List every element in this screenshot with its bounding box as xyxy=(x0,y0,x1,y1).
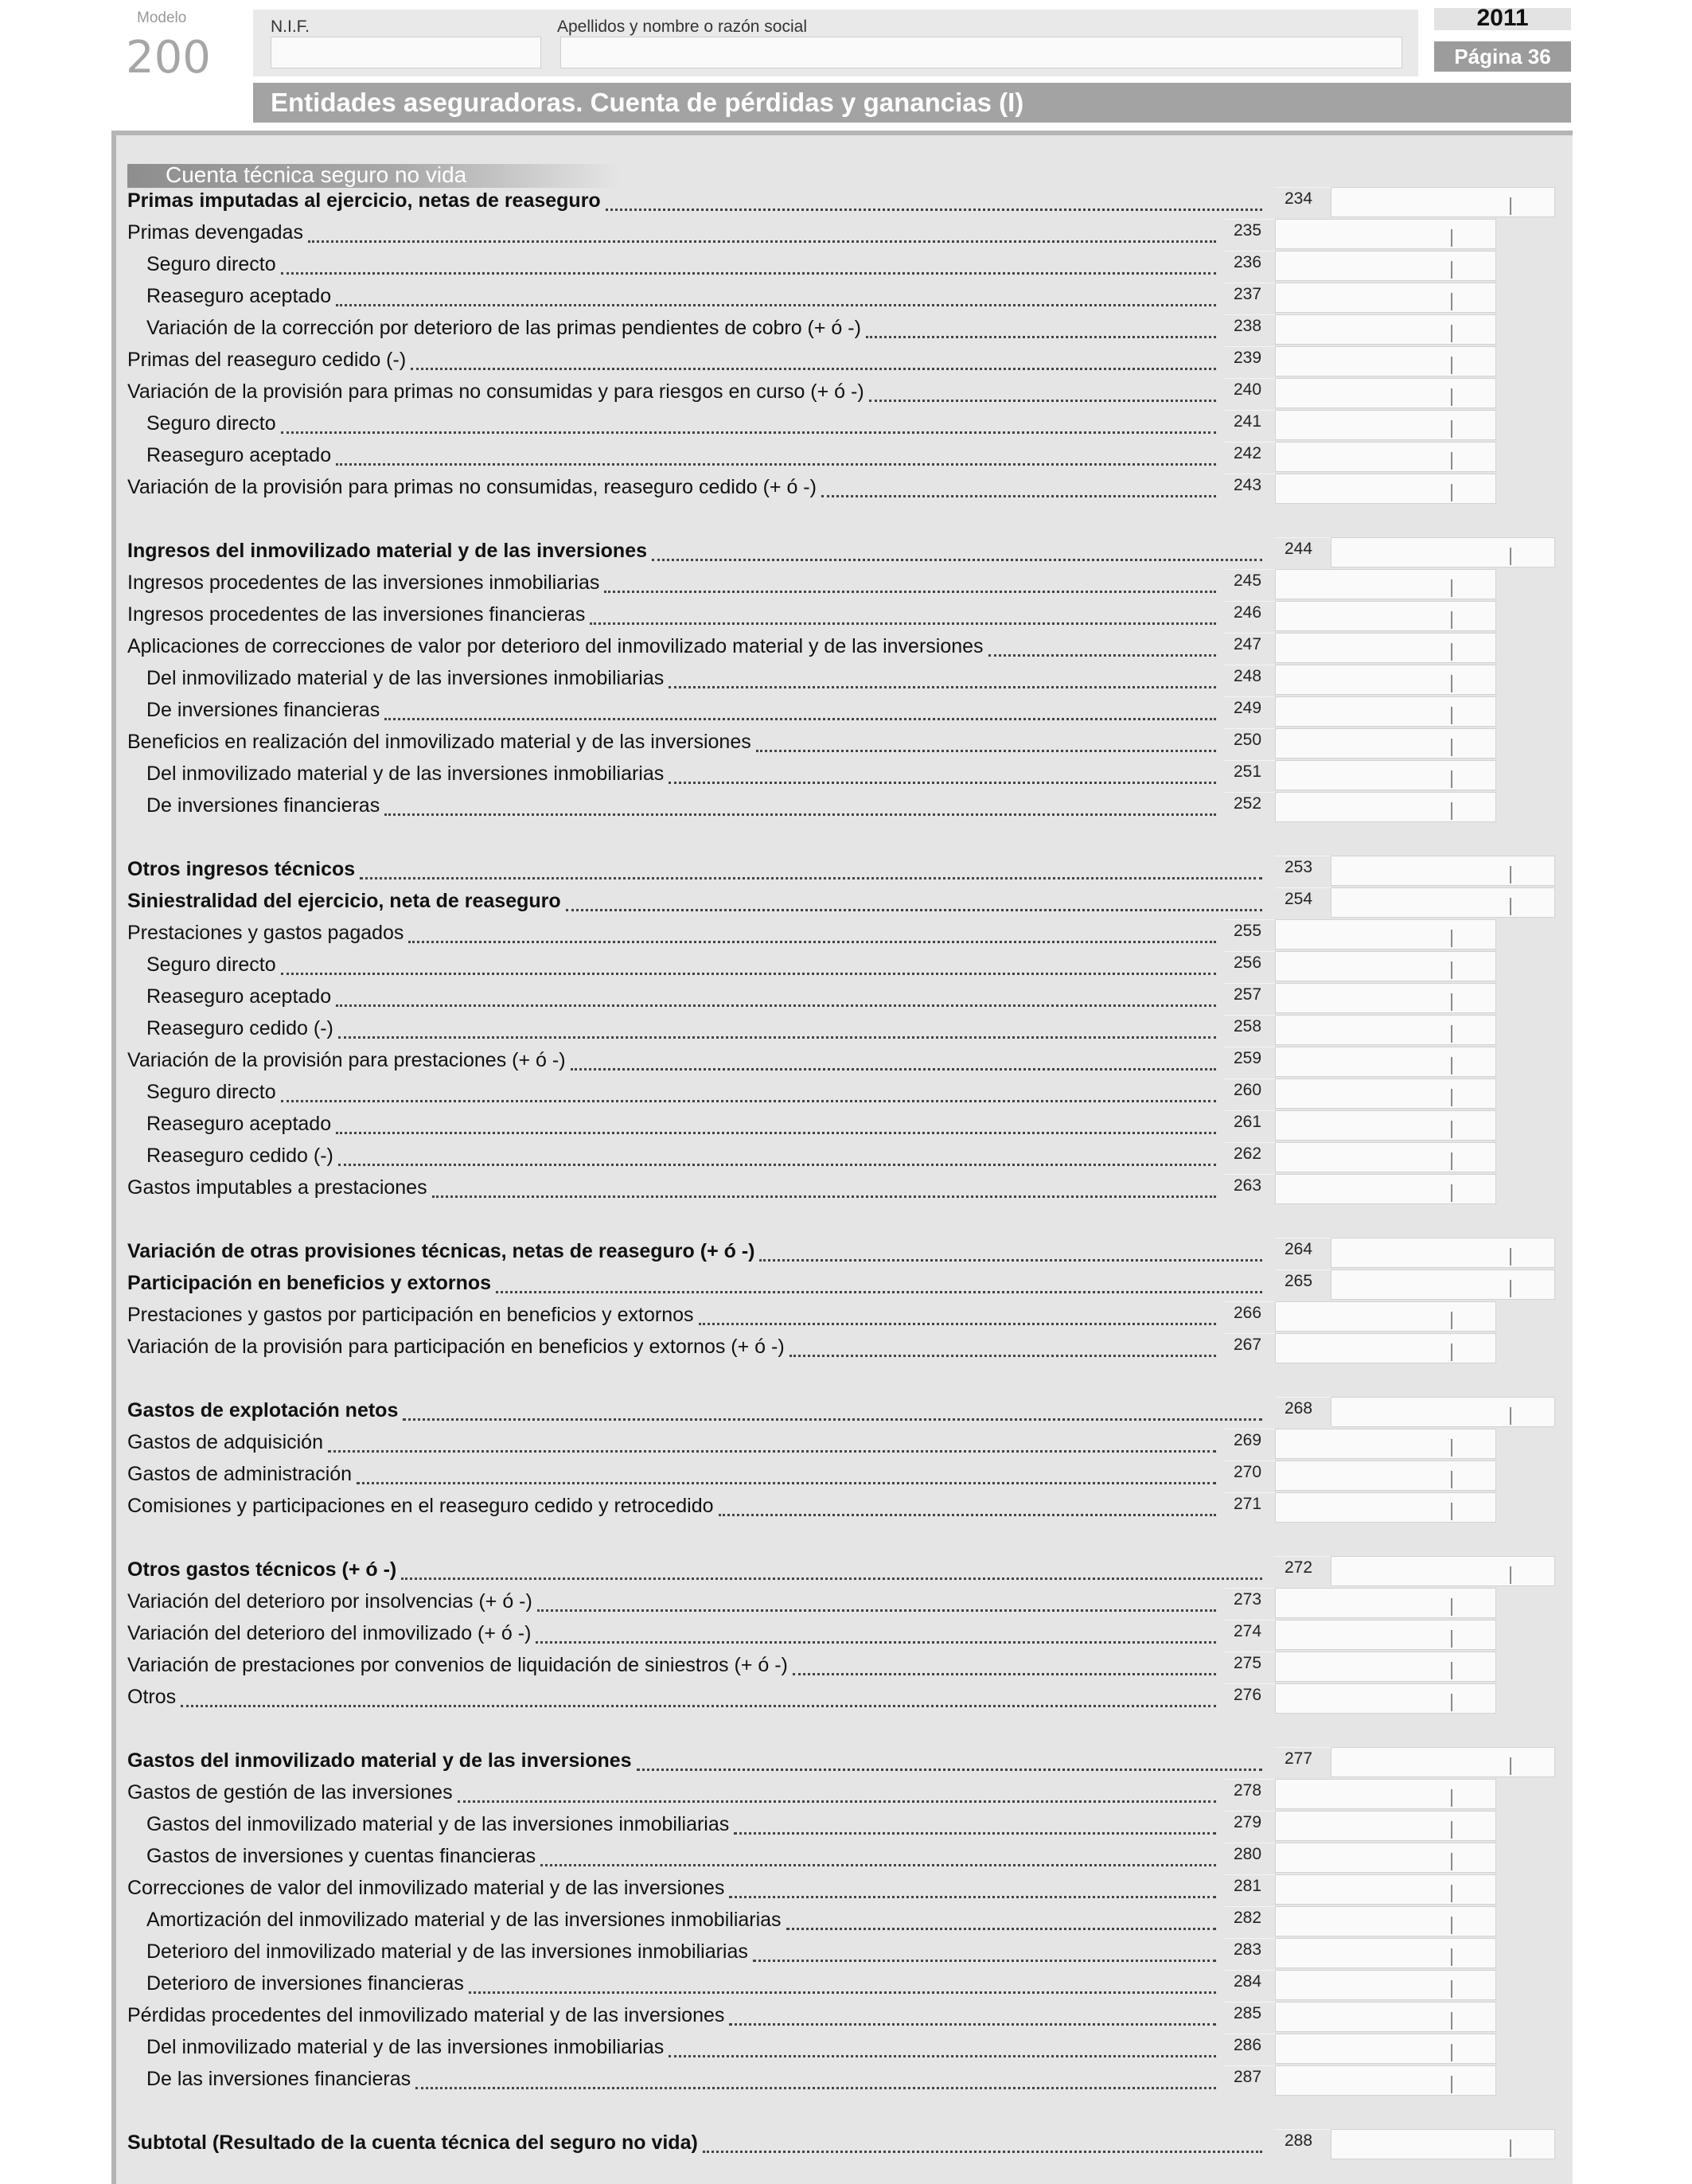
dot-leader xyxy=(281,971,1216,975)
box-code: 276 xyxy=(1224,1683,1275,1714)
row-label: Deterioro de inversiones financieras xyxy=(146,1972,464,1995)
year: 2011 xyxy=(1476,5,1529,31)
dot-leader xyxy=(336,302,1216,306)
amount-input-256[interactable] xyxy=(1275,951,1496,981)
decimal-separator xyxy=(1451,961,1452,979)
box-code: 272 xyxy=(1275,1556,1331,1586)
nif-label: N.I.F. xyxy=(271,18,310,36)
decimal-separator xyxy=(1451,1471,1452,1488)
box-code: 277 xyxy=(1275,1747,1331,1777)
box-code: 283 xyxy=(1224,1938,1275,1968)
row-label: Primas del reaseguro cedido (-) xyxy=(127,349,407,371)
decimal-separator xyxy=(1510,548,1511,565)
decimal-separator xyxy=(1451,1948,1452,1966)
decimal-separator xyxy=(1510,1566,1511,1584)
row-label: Deterioro del inmovilizado material y de las inversiones inmobiliarias xyxy=(146,1940,748,1963)
box-code: 235 xyxy=(1224,219,1275,249)
dot-leader xyxy=(281,271,1216,275)
box-code: 251 xyxy=(1224,760,1275,790)
decimal-separator xyxy=(1451,930,1452,947)
decimal-separator xyxy=(1451,484,1452,501)
row-label: Variación del deterioro del inmovilizado (+ ó -) xyxy=(127,1622,532,1644)
box-code: 234 xyxy=(1275,187,1331,217)
amount-input-262[interactable] xyxy=(1275,1142,1496,1172)
amount-input-277[interactable] xyxy=(1331,1747,1555,1777)
amount-input-288[interactable] xyxy=(1331,2129,1555,2159)
dot-leader xyxy=(590,621,1216,625)
amount-input-263[interactable] xyxy=(1275,1174,1496,1204)
amount-input-250[interactable] xyxy=(1275,728,1496,759)
decimal-separator xyxy=(1510,197,1511,215)
dot-leader xyxy=(606,207,1262,211)
box-code: 258 xyxy=(1224,1015,1275,1045)
box-code: 286 xyxy=(1224,2034,1275,2064)
box-code: 254 xyxy=(1275,887,1331,918)
decimal-separator xyxy=(1510,1280,1511,1297)
dot-leader xyxy=(988,653,1216,657)
box-code: 250 xyxy=(1224,728,1275,759)
dot-leader xyxy=(866,334,1216,338)
dot-leader xyxy=(719,1512,1216,1516)
dot-leader xyxy=(408,939,1216,943)
decimal-separator xyxy=(1451,357,1452,374)
dot-leader xyxy=(786,1926,1216,1930)
row-label: Ingresos procedentes de las inversiones financieras xyxy=(127,603,586,626)
box-code: 284 xyxy=(1224,1970,1275,2000)
dot-leader xyxy=(703,2149,1262,2153)
box-code: 237 xyxy=(1224,283,1275,313)
decimal-separator xyxy=(1510,898,1511,915)
box-code: 275 xyxy=(1224,1652,1275,1682)
box-code: 260 xyxy=(1224,1078,1275,1109)
amount-input-259[interactable] xyxy=(1275,1047,1496,1077)
amount-input-254[interactable] xyxy=(1331,887,1555,918)
nif-input[interactable] xyxy=(271,37,541,68)
amount-input-244[interactable] xyxy=(1331,537,1555,567)
amount-input-280[interactable] xyxy=(1275,1843,1496,1873)
decimal-separator xyxy=(1451,1598,1452,1616)
decimal-separator xyxy=(1451,1503,1452,1520)
dot-leader xyxy=(729,2022,1216,2026)
row-label: Correcciones de valor del inmovilizado material y de las inversiones xyxy=(127,1877,725,1899)
box-code: 243 xyxy=(1224,474,1275,504)
row-label: Del inmovilizado material y de las inversiones inmobiliarias xyxy=(146,762,665,785)
page-number: Página 36 xyxy=(1434,41,1571,72)
amount-input-251[interactable] xyxy=(1275,760,1496,790)
box-code: 253 xyxy=(1275,856,1331,886)
decimal-separator xyxy=(1510,1248,1511,1266)
amount-input-287[interactable] xyxy=(1275,2065,1496,2096)
row-label: Ingresos del inmovilizado material y de las inversiones xyxy=(127,540,648,562)
amount-input-285[interactable] xyxy=(1275,2002,1496,2032)
decimal-separator xyxy=(1451,388,1452,406)
amount-input-241[interactable] xyxy=(1275,410,1496,440)
decimal-separator xyxy=(1510,1407,1511,1425)
row-label: Variación de prestaciones por convenios de liquidación de siniestros (+ ó -) xyxy=(127,1654,788,1676)
amount-input-274[interactable] xyxy=(1275,1620,1496,1650)
amount-input-281[interactable] xyxy=(1275,1874,1496,1905)
row-label: Prestaciones y gastos por participación en beneficios y extornos xyxy=(127,1304,694,1326)
dot-leader xyxy=(869,398,1216,402)
amount-input-239[interactable] xyxy=(1275,346,1496,376)
row-label: Otros xyxy=(127,1686,177,1708)
dot-leader xyxy=(566,907,1262,911)
row-label: Seguro directo xyxy=(146,253,276,275)
amount-input-248[interactable] xyxy=(1275,665,1496,695)
box-code: 271 xyxy=(1224,1492,1275,1523)
amount-input-278[interactable] xyxy=(1275,1779,1496,1809)
amount-input-238[interactable] xyxy=(1275,314,1496,345)
dot-leader xyxy=(536,1640,1216,1644)
dot-leader xyxy=(540,1862,1216,1866)
decimal-separator xyxy=(1451,1789,1452,1807)
box-code: 257 xyxy=(1224,983,1275,1013)
decimal-separator xyxy=(1451,1662,1452,1679)
row-label: Prestaciones y gastos pagados xyxy=(127,922,404,944)
row-label: Subtotal (Resultado de la cuenta técnica del seguro no vida) xyxy=(127,2131,698,2154)
box-code: 236 xyxy=(1224,251,1275,281)
row-label: Variación de la provisión para primas no consumidas, reaseguro cedido (+ ó -) xyxy=(127,476,817,498)
decimal-separator xyxy=(1451,1184,1452,1202)
amount-input-272[interactable] xyxy=(1331,1556,1555,1586)
amount-input-270[interactable] xyxy=(1275,1461,1496,1491)
row-label: Gastos del inmovilizado material y de las inversiones inmobiliarias xyxy=(146,1813,730,1835)
dot-leader xyxy=(384,716,1216,720)
dot-leader xyxy=(281,430,1216,434)
dot-leader xyxy=(729,1894,1216,1898)
decimal-separator xyxy=(1451,1439,1452,1457)
decimal-separator xyxy=(1451,261,1452,279)
name-input[interactable] xyxy=(560,37,1402,68)
row-label: Pérdidas procedentes del inmovilizado material y de las inversiones xyxy=(127,2004,725,2026)
row-label: Beneficios en realización del inmovilizado material y de las inversiones xyxy=(127,731,751,753)
amount-input-253[interactable] xyxy=(1331,856,1555,886)
row-label: De las inversiones financieras xyxy=(146,2068,411,2090)
row-label: Reaseguro aceptado xyxy=(146,285,332,307)
dot-leader xyxy=(403,1417,1262,1421)
dot-leader xyxy=(336,462,1216,466)
row-label: Aplicaciones de correcciones de valor por deterioro del inmovilizado material y de las inversiones xyxy=(127,635,984,657)
box-code: 265 xyxy=(1275,1269,1331,1300)
dot-leader xyxy=(793,1671,1216,1675)
decimal-separator xyxy=(1451,2076,1452,2093)
decimal-separator xyxy=(1451,1025,1452,1043)
row-label: Otros ingresos técnicos xyxy=(127,858,356,880)
row-label: Primas imputadas al ejercicio, netas de reaseguro xyxy=(127,189,601,212)
decimal-separator xyxy=(1451,802,1452,820)
decimal-separator xyxy=(1451,611,1452,629)
amount-input-264[interactable] xyxy=(1331,1238,1555,1268)
amount-input-268[interactable] xyxy=(1331,1397,1555,1427)
decimal-separator xyxy=(1451,1821,1452,1839)
row-label: Seguro directo xyxy=(146,954,276,976)
row-label: Reaseguro aceptado xyxy=(146,1113,332,1135)
decimal-separator xyxy=(1451,2044,1452,2061)
amount-input-260[interactable] xyxy=(1275,1078,1496,1109)
dot-leader xyxy=(281,1098,1216,1102)
dot-leader xyxy=(571,1067,1216,1071)
dot-leader xyxy=(759,1258,1262,1262)
decimal-separator xyxy=(1451,707,1452,724)
row-label: Gastos del inmovilizado material y de las inversiones xyxy=(127,1749,632,1772)
decimal-separator xyxy=(1510,2139,1511,2157)
decimal-separator xyxy=(1451,1630,1452,1648)
box-code: 248 xyxy=(1224,665,1275,695)
dot-leader xyxy=(652,557,1262,561)
decimal-separator xyxy=(1451,325,1452,342)
box-code: 269 xyxy=(1224,1429,1275,1459)
row-label: Variación de la provisión para prestaciones (+ ó -) xyxy=(127,1049,566,1071)
decimal-separator xyxy=(1451,770,1452,788)
dot-leader xyxy=(360,876,1262,879)
amount-input-261[interactable] xyxy=(1275,1110,1496,1141)
row-label: Gastos de gestión de las inversiones xyxy=(127,1781,453,1804)
decimal-separator xyxy=(1451,1694,1452,1711)
row-label: Reaseguro cedido (-) xyxy=(146,1145,333,1167)
amount-input-283[interactable] xyxy=(1275,1938,1496,1968)
dot-leader xyxy=(669,780,1216,784)
amount-input-286[interactable] xyxy=(1275,2034,1496,2064)
amount-input-252[interactable] xyxy=(1275,792,1496,822)
decimal-separator xyxy=(1451,579,1452,597)
box-code: 262 xyxy=(1224,1142,1275,1172)
row-label: Otros gastos técnicos (+ ó -) xyxy=(127,1558,397,1581)
decimal-separator xyxy=(1510,1757,1511,1775)
amount-input-234[interactable] xyxy=(1331,187,1555,217)
box-code: 279 xyxy=(1224,1811,1275,1841)
box-code: 240 xyxy=(1224,378,1275,408)
dot-leader xyxy=(821,493,1216,497)
decimal-separator xyxy=(1451,293,1452,310)
row-label: Variación de la corrección por deterioro de las primas pendientes de cobro (+ ó -) xyxy=(146,317,861,339)
row-label: Gastos imputables a prestaciones xyxy=(127,1176,427,1199)
amount-input-265[interactable] xyxy=(1331,1269,1555,1300)
amount-input-246[interactable] xyxy=(1275,601,1496,631)
amount-input-258[interactable] xyxy=(1275,1015,1496,1045)
decimal-separator xyxy=(1451,1853,1452,1870)
box-code: 264 xyxy=(1275,1238,1331,1268)
amount-input-243[interactable] xyxy=(1275,474,1496,504)
box-code: 285 xyxy=(1224,2002,1275,2032)
decimal-separator xyxy=(1451,1057,1452,1074)
amount-input-255[interactable] xyxy=(1275,919,1496,950)
row-label: Del inmovilizado material y de las inversiones inmobiliarias xyxy=(146,667,665,689)
box-code: 274 xyxy=(1224,1620,1275,1650)
row-label: Reaseguro aceptado xyxy=(146,985,332,1008)
amount-input-240[interactable] xyxy=(1275,378,1496,408)
page-title: Entidades aseguradoras. Cuenta de pérdidas y ganancias (I) xyxy=(253,83,1571,123)
dot-leader xyxy=(432,1194,1216,1198)
box-code: 270 xyxy=(1224,1461,1275,1491)
dot-leader xyxy=(338,1035,1216,1039)
box-code: 266 xyxy=(1224,1301,1275,1332)
row-label: Reaseguro cedido (-) xyxy=(146,1017,333,1039)
amount-input-273[interactable] xyxy=(1275,1588,1496,1618)
amount-input-249[interactable] xyxy=(1275,696,1496,727)
decimal-separator xyxy=(1510,866,1511,883)
box-code: 267 xyxy=(1224,1333,1275,1363)
decimal-separator xyxy=(1451,643,1452,661)
row-label: Primas devengadas xyxy=(127,221,303,244)
row-label: Variación de la provisión para participación en beneficios y extornos (+ ó -) xyxy=(127,1336,785,1358)
row-label: De inversiones financieras xyxy=(146,794,380,817)
box-code: 282 xyxy=(1224,1906,1275,1936)
amount-input-267[interactable] xyxy=(1275,1333,1496,1363)
amount-input-237[interactable] xyxy=(1275,283,1496,313)
box-code: 273 xyxy=(1224,1588,1275,1618)
box-code: 281 xyxy=(1224,1874,1275,1905)
row-label: Participación en beneficios y extornos xyxy=(127,1272,492,1294)
amount-input-257[interactable] xyxy=(1275,983,1496,1013)
dot-leader xyxy=(789,1353,1216,1357)
amount-input-247[interactable] xyxy=(1275,633,1496,663)
dot-leader xyxy=(415,2085,1216,2089)
box-code: 244 xyxy=(1275,537,1331,567)
decimal-separator xyxy=(1451,1980,1452,1998)
row-label: Gastos de inversiones y cuentas financieras xyxy=(146,1845,536,1867)
decimal-separator xyxy=(1451,1885,1452,1902)
dot-leader xyxy=(537,1608,1216,1612)
box-code: 288 xyxy=(1275,2129,1331,2159)
section-title: Cuenta técnica seguro no vida xyxy=(166,162,467,187)
dot-leader xyxy=(384,812,1216,816)
amount-input-275[interactable] xyxy=(1275,1652,1496,1682)
row-label: Variación del deterioro por insolvencias (+ ó -) xyxy=(127,1590,532,1613)
row-label: Seguro directo xyxy=(146,412,276,435)
dot-leader xyxy=(669,684,1216,688)
dot-leader xyxy=(496,1289,1262,1293)
dot-leader xyxy=(336,1003,1216,1007)
box-code: 242 xyxy=(1224,442,1275,472)
amount-input-279[interactable] xyxy=(1275,1811,1496,1841)
box-code: 263 xyxy=(1224,1174,1275,1204)
row-label: Amortización del inmovilizado material y de las inversiones inmobiliarias xyxy=(146,1909,782,1931)
decimal-separator xyxy=(1451,1917,1452,1934)
amount-input-269[interactable] xyxy=(1275,1429,1496,1459)
dot-leader xyxy=(181,1703,1216,1707)
decimal-separator xyxy=(1451,420,1452,438)
row-label: Ingresos procedentes de las inversiones inmobiliarias xyxy=(127,571,600,594)
box-code: 249 xyxy=(1224,696,1275,727)
decimal-separator xyxy=(1451,1312,1452,1329)
box-code: 252 xyxy=(1224,792,1275,822)
amount-input-276[interactable] xyxy=(1275,1683,1496,1714)
decimal-separator xyxy=(1451,1089,1452,1106)
decimal-separator xyxy=(1451,452,1452,470)
amount-input-236[interactable] xyxy=(1275,251,1496,281)
box-code: 259 xyxy=(1224,1047,1275,1077)
decimal-separator xyxy=(1451,2012,1452,2030)
box-code: 246 xyxy=(1224,601,1275,631)
box-code: 256 xyxy=(1224,951,1275,981)
box-code: 245 xyxy=(1224,569,1275,599)
row-label: Gastos de administración xyxy=(127,1463,353,1485)
row-label: Del inmovilizado material y de las inversiones inmobiliarias xyxy=(146,2036,665,2058)
box-code: 278 xyxy=(1224,1779,1275,1809)
dot-leader xyxy=(669,2053,1216,2057)
row-label: Variación de otras provisiones técnicas, netas de reaseguro (+ ó -) xyxy=(127,1240,755,1262)
dot-leader xyxy=(734,1831,1216,1835)
box-code: 255 xyxy=(1224,919,1275,950)
row-label: Variación de la provisión para primas no consumidas y para riesgos en curso (+ ó -) xyxy=(127,380,864,403)
dot-leader xyxy=(357,1480,1216,1484)
dot-leader xyxy=(336,1130,1216,1134)
dot-leader xyxy=(411,366,1216,370)
dot-leader xyxy=(637,1767,1262,1771)
box-code: 239 xyxy=(1224,346,1275,376)
decimal-separator xyxy=(1451,1344,1452,1361)
dot-leader xyxy=(604,589,1216,593)
decimal-separator xyxy=(1451,1152,1452,1170)
row-label: Gastos de adquisición xyxy=(127,1431,323,1453)
box-code: 247 xyxy=(1224,633,1275,663)
dot-leader xyxy=(753,1958,1216,1962)
row-label: Seguro directo xyxy=(146,1081,276,1103)
amount-input-284[interactable] xyxy=(1275,1970,1496,2000)
dot-leader xyxy=(328,1449,1216,1453)
dot-leader xyxy=(699,1321,1216,1325)
decimal-separator xyxy=(1451,993,1452,1011)
box-code: 280 xyxy=(1224,1843,1275,1873)
box-code: 241 xyxy=(1224,410,1275,440)
amount-input-271[interactable] xyxy=(1275,1492,1496,1523)
dot-leader xyxy=(338,1162,1216,1166)
dot-leader xyxy=(469,1990,1216,1994)
row-label: De inversiones financieras xyxy=(146,699,380,721)
row-label: Gastos de explotación netos xyxy=(127,1399,399,1422)
dot-leader xyxy=(458,1799,1216,1803)
amount-input-282[interactable] xyxy=(1275,1906,1496,1936)
row-label: Siniestralidad del ejercicio, neta de reaseguro xyxy=(127,890,561,912)
modelo-label: Modelo xyxy=(137,10,187,26)
dot-leader xyxy=(756,748,1216,752)
box-code: 261 xyxy=(1224,1110,1275,1141)
row-label: Comisiones y participaciones en el reaseguro cedido y retrocedido xyxy=(127,1495,714,1517)
decimal-separator xyxy=(1451,229,1452,247)
amount-input-245[interactable] xyxy=(1275,569,1496,599)
box-code: 268 xyxy=(1275,1397,1331,1427)
amount-input-235[interactable] xyxy=(1275,219,1496,249)
decimal-separator xyxy=(1451,675,1452,692)
amount-input-266[interactable] xyxy=(1275,1301,1496,1332)
decimal-separator xyxy=(1451,1121,1452,1138)
name-label: Apellidos y nombre o razón social xyxy=(557,18,807,36)
amount-input-242[interactable] xyxy=(1275,442,1496,472)
dot-leader xyxy=(308,239,1216,243)
dot-leader xyxy=(401,1576,1262,1580)
box-code: 287 xyxy=(1224,2065,1275,2096)
decimal-separator xyxy=(1451,739,1452,756)
box-code: 238 xyxy=(1224,314,1275,345)
row-label: Reaseguro aceptado xyxy=(146,444,332,466)
modelo-number: 200 xyxy=(126,32,211,84)
